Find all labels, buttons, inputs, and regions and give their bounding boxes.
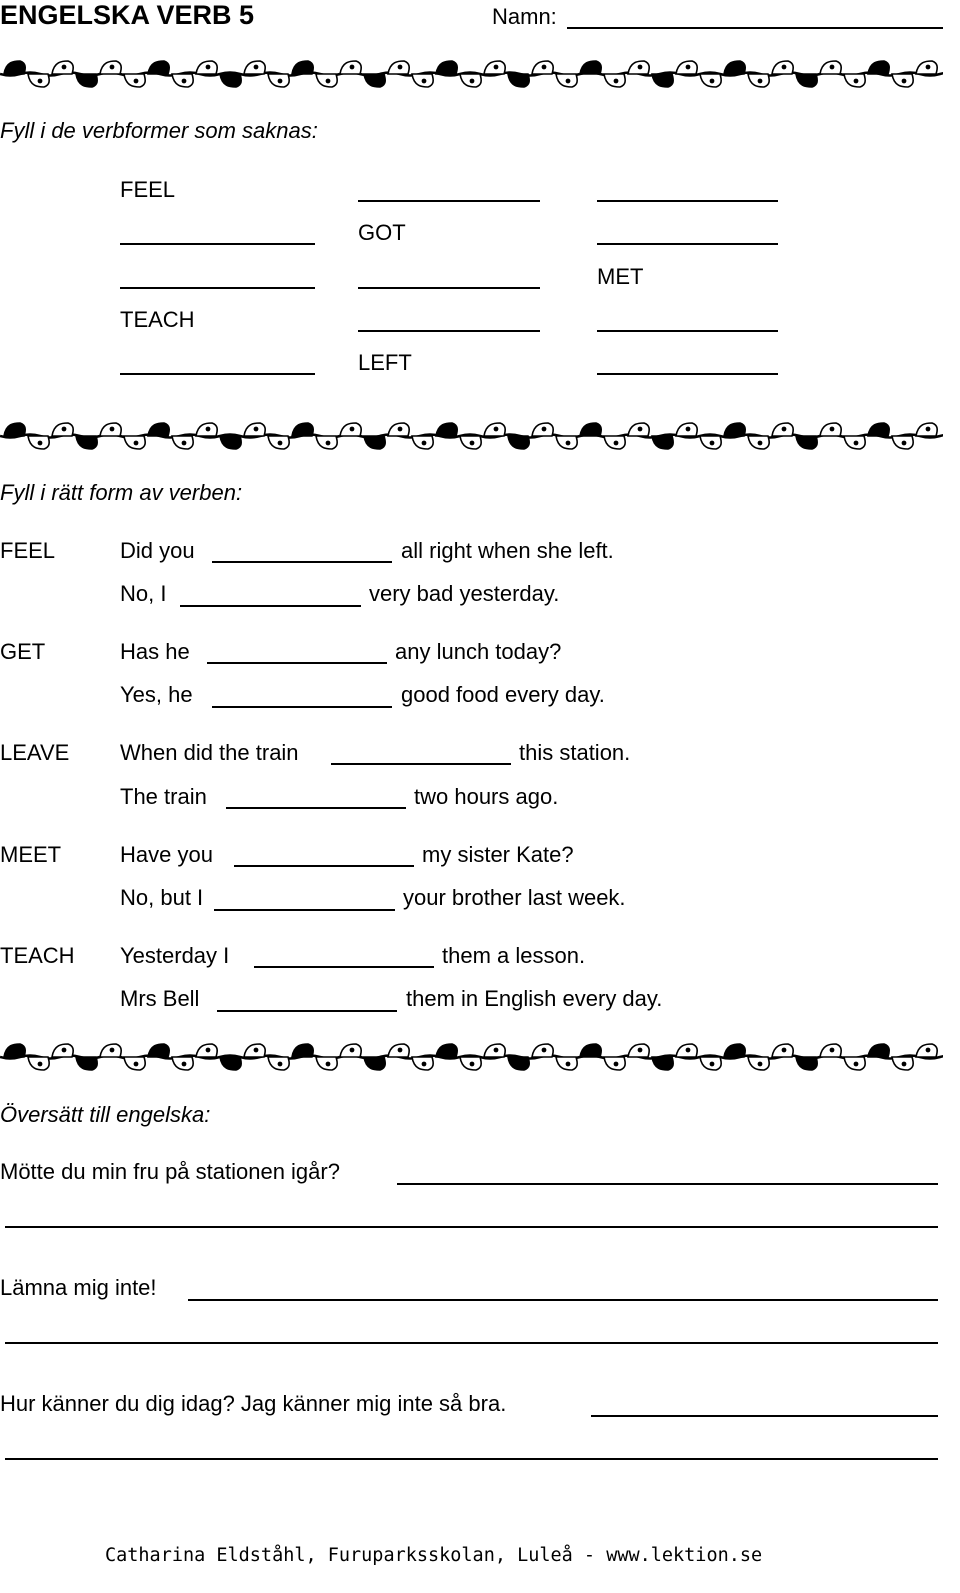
leaf-lobe xyxy=(278,79,283,84)
leaf-lobe xyxy=(158,65,163,70)
leaf-lobe xyxy=(830,65,835,70)
leaf-lobe xyxy=(62,427,67,432)
leaf-lobe xyxy=(830,1048,835,1053)
leaf-lobe xyxy=(686,65,691,70)
leaf-lobe xyxy=(782,427,787,432)
leaf-lobe xyxy=(446,427,451,432)
leaf-lobe xyxy=(350,65,355,70)
leaf-lobe xyxy=(878,65,883,70)
leaf-lobe xyxy=(806,79,811,84)
leaf-lobe xyxy=(470,79,475,84)
sentence-start: No, I xyxy=(120,581,167,606)
leaf-lobe xyxy=(326,79,331,84)
translation-line[interactable] xyxy=(188,1299,938,1301)
leaf-lobe xyxy=(14,1048,19,1053)
leaf-lobe xyxy=(854,1062,859,1067)
leaf-lobe xyxy=(638,65,643,70)
sentence-start: Did you xyxy=(120,538,195,563)
leaf-lobe xyxy=(134,1062,139,1067)
leaf-lobe xyxy=(662,1062,667,1067)
answer-blank[interactable] xyxy=(212,561,392,563)
sentence-end: two hours ago. xyxy=(414,784,559,809)
answer-blank[interactable] xyxy=(358,287,540,289)
leaf-lobe xyxy=(182,441,187,446)
sentence-start: Yesterday I xyxy=(120,943,230,968)
leaf-lobe xyxy=(182,1062,187,1067)
leaf-lobe xyxy=(38,79,43,84)
answer-blank[interactable] xyxy=(217,1010,397,1012)
leaf-lobe xyxy=(62,65,67,70)
leaf-lobe xyxy=(614,441,619,446)
leaf-lobe xyxy=(86,1062,91,1067)
leaf-lobe xyxy=(686,1048,691,1053)
leaf-lobe xyxy=(590,65,595,70)
sentence-end: your brother last week. xyxy=(403,885,626,910)
leaf-lobe xyxy=(158,1048,163,1053)
leaf-lobe xyxy=(686,427,691,432)
leaf-lobe xyxy=(662,79,667,84)
leaf-lobe xyxy=(38,441,43,446)
leaf-lobe xyxy=(230,441,235,446)
answer-blank[interactable] xyxy=(331,763,511,765)
leaf-lobe xyxy=(926,65,931,70)
leaf-lobe xyxy=(254,65,259,70)
leaf-lobe xyxy=(230,1062,235,1067)
leaf-border-3 xyxy=(0,1041,943,1073)
leaf-lobe xyxy=(854,441,859,446)
leaf-lobe xyxy=(854,79,859,84)
leaf-lobe xyxy=(734,427,739,432)
name-label: Namn: xyxy=(492,4,557,29)
leaf-lobe xyxy=(806,1062,811,1067)
leaf-lobe xyxy=(518,79,523,84)
answer-blank[interactable] xyxy=(207,662,387,664)
leaf-lobe xyxy=(782,1048,787,1053)
sentence-end: them in English every day. xyxy=(406,986,663,1011)
leaf-lobe xyxy=(302,427,307,432)
leaf-lobe xyxy=(590,1048,595,1053)
verb-form-met: MET xyxy=(597,264,644,289)
leaf-lobe xyxy=(902,1062,907,1067)
leaf-lobe xyxy=(110,65,115,70)
leaf-lobe xyxy=(110,1048,115,1053)
leaf-lobe xyxy=(182,79,187,84)
section1-instruction: Fyll i de verbformer som saknas: xyxy=(0,118,318,143)
leaf-lobe xyxy=(206,65,211,70)
verb-form-got: GOT xyxy=(358,220,406,245)
leaf-lobe xyxy=(710,1062,715,1067)
leaf-lobe xyxy=(14,65,19,70)
leaf-lobe xyxy=(758,79,763,84)
leaf-lobe xyxy=(422,79,427,84)
leaf-lobe xyxy=(830,427,835,432)
section3-instruction: Översätt till engelska: xyxy=(0,1102,211,1127)
sentence-start: Have you xyxy=(120,842,213,867)
leaf-lobe xyxy=(422,1062,427,1067)
verb-teach: TEACH xyxy=(0,943,75,968)
verb-leave: LEAVE xyxy=(0,740,70,765)
leaf-lobe xyxy=(494,1048,499,1053)
leaf-lobe xyxy=(110,427,115,432)
leaf-lobe xyxy=(758,1062,763,1067)
leaf-lobe xyxy=(518,441,523,446)
sentence-end: all right when she left. xyxy=(401,538,614,563)
leaf-lobe xyxy=(350,1048,355,1053)
leaf-lobe xyxy=(350,427,355,432)
translate-sentence-2: Lämna mig inte! xyxy=(0,1275,157,1300)
leaf-lobe xyxy=(398,65,403,70)
translation-line[interactable] xyxy=(397,1183,938,1185)
translate-sentence-3: Hur känner du dig idag? Jag känner mig inte så bra. xyxy=(0,1391,507,1416)
sentence-start: Yes, he xyxy=(120,682,193,707)
leaf-lobe xyxy=(134,79,139,84)
leaf-lobe xyxy=(326,441,331,446)
answer-blank[interactable] xyxy=(120,243,315,245)
leaf-lobe xyxy=(566,79,571,84)
sentence-end: my sister Kate? xyxy=(422,842,574,867)
leaf-lobe xyxy=(638,427,643,432)
leaf-lobe xyxy=(542,427,547,432)
translation-line[interactable] xyxy=(591,1415,938,1417)
leaf-lobe xyxy=(566,441,571,446)
leaf-lobe xyxy=(134,441,139,446)
leaf-lobe xyxy=(446,1048,451,1053)
worksheet-title: ENGELSKA VERB 5 xyxy=(0,0,255,30)
leaf-border-2 xyxy=(0,420,943,452)
leaf-lobe xyxy=(398,1048,403,1053)
sentence-start: The train xyxy=(120,784,207,809)
translation-line[interactable] xyxy=(5,1458,938,1460)
leaf-lobe xyxy=(86,441,91,446)
leaf-lobe xyxy=(806,441,811,446)
sentence-end: good food every day. xyxy=(401,682,605,707)
leaf-border-1 xyxy=(0,58,943,90)
leaf-lobe xyxy=(446,65,451,70)
leaf-lobe xyxy=(206,427,211,432)
leaf-lobe xyxy=(902,441,907,446)
sentence-start: Has he xyxy=(120,639,190,664)
leaf-lobe xyxy=(590,427,595,432)
answer-blank[interactable] xyxy=(597,330,778,332)
leaf-lobe xyxy=(878,427,883,432)
leaf-lobe xyxy=(470,441,475,446)
leaf-lobe xyxy=(374,79,379,84)
leaf-lobe xyxy=(926,1048,931,1053)
leaf-lobe xyxy=(254,427,259,432)
answer-blank[interactable] xyxy=(358,200,540,202)
leaf-lobe xyxy=(710,441,715,446)
leaf-lobe xyxy=(518,1062,523,1067)
leaf-lobe xyxy=(302,65,307,70)
verb-feel: FEEL xyxy=(0,538,56,563)
leaf-lobe xyxy=(374,1062,379,1067)
leaf-lobe xyxy=(758,441,763,446)
answer-blank[interactable] xyxy=(214,909,395,911)
answer-blank[interactable] xyxy=(212,706,392,708)
leaf-lobe xyxy=(710,79,715,84)
leaf-lobe xyxy=(926,427,931,432)
answer-blank[interactable] xyxy=(226,807,406,809)
verb-form-feel: FEEL xyxy=(120,177,176,202)
leaf-lobe xyxy=(542,1048,547,1053)
leaf-lobe xyxy=(278,1062,283,1067)
leaf-lobe xyxy=(614,1062,619,1067)
sentence-end: this station. xyxy=(519,740,631,765)
leaf-lobe xyxy=(206,1048,211,1053)
leaf-lobe xyxy=(638,1048,643,1053)
verb-form-teach: TEACH xyxy=(120,307,195,332)
sentence-end: them a lesson. xyxy=(442,943,586,968)
answer-blank[interactable] xyxy=(358,330,540,332)
leaf-lobe xyxy=(566,1062,571,1067)
name-field[interactable] xyxy=(567,27,943,29)
leaf-lobe xyxy=(782,65,787,70)
leaf-lobe xyxy=(614,79,619,84)
sentence-start: No, but I xyxy=(120,885,204,910)
leaf-lobe xyxy=(38,1062,43,1067)
leaf-lobe xyxy=(302,1048,307,1053)
leaf-lobe xyxy=(14,427,19,432)
sentence-end: very bad yesterday. xyxy=(369,581,560,606)
translation-line[interactable] xyxy=(5,1226,938,1228)
answer-blank[interactable] xyxy=(597,243,778,245)
leaf-lobe xyxy=(902,79,907,84)
answer-blank[interactable] xyxy=(120,373,315,375)
leaf-lobe xyxy=(542,65,547,70)
verb-form-left: LEFT xyxy=(358,350,412,375)
verb-get: GET xyxy=(0,639,46,664)
answer-blank[interactable] xyxy=(597,200,778,202)
sentence-start: When did the train xyxy=(120,740,299,765)
leaf-lobe xyxy=(158,427,163,432)
section2-instruction: Fyll i rätt form av verben: xyxy=(0,480,243,505)
leaf-lobe xyxy=(326,1062,331,1067)
answer-blank[interactable] xyxy=(597,373,778,375)
leaf-lobe xyxy=(878,1048,883,1053)
leaf-lobe xyxy=(470,1062,475,1067)
leaf-lobe xyxy=(734,65,739,70)
verb-meet: MEET xyxy=(0,842,62,867)
sentence-end: any lunch today? xyxy=(395,639,562,664)
answer-blank[interactable] xyxy=(234,865,414,867)
leaf-lobe xyxy=(278,441,283,446)
leaf-lobe xyxy=(254,1048,259,1053)
sentence-start: Mrs Bell xyxy=(120,986,200,1011)
footer-credit: Catharina Eldståhl, Furuparksskolan, Luleå - www.lektion.se xyxy=(105,1545,763,1566)
answer-blank[interactable] xyxy=(120,287,315,289)
leaf-lobe xyxy=(422,441,427,446)
leaf-lobe xyxy=(230,79,235,84)
leaf-lobe xyxy=(662,441,667,446)
translation-line[interactable] xyxy=(5,1342,938,1344)
leaf-lobe xyxy=(734,1048,739,1053)
translate-sentence-1: Mötte du min fru på stationen igår? xyxy=(0,1159,340,1184)
leaf-lobe xyxy=(494,427,499,432)
leaf-lobe xyxy=(62,1048,67,1053)
answer-blank[interactable] xyxy=(180,605,361,607)
leaf-lobe xyxy=(374,441,379,446)
leaf-lobe xyxy=(494,65,499,70)
answer-blank[interactable] xyxy=(254,966,434,968)
leaf-lobe xyxy=(398,427,403,432)
leaf-lobe xyxy=(86,79,91,84)
